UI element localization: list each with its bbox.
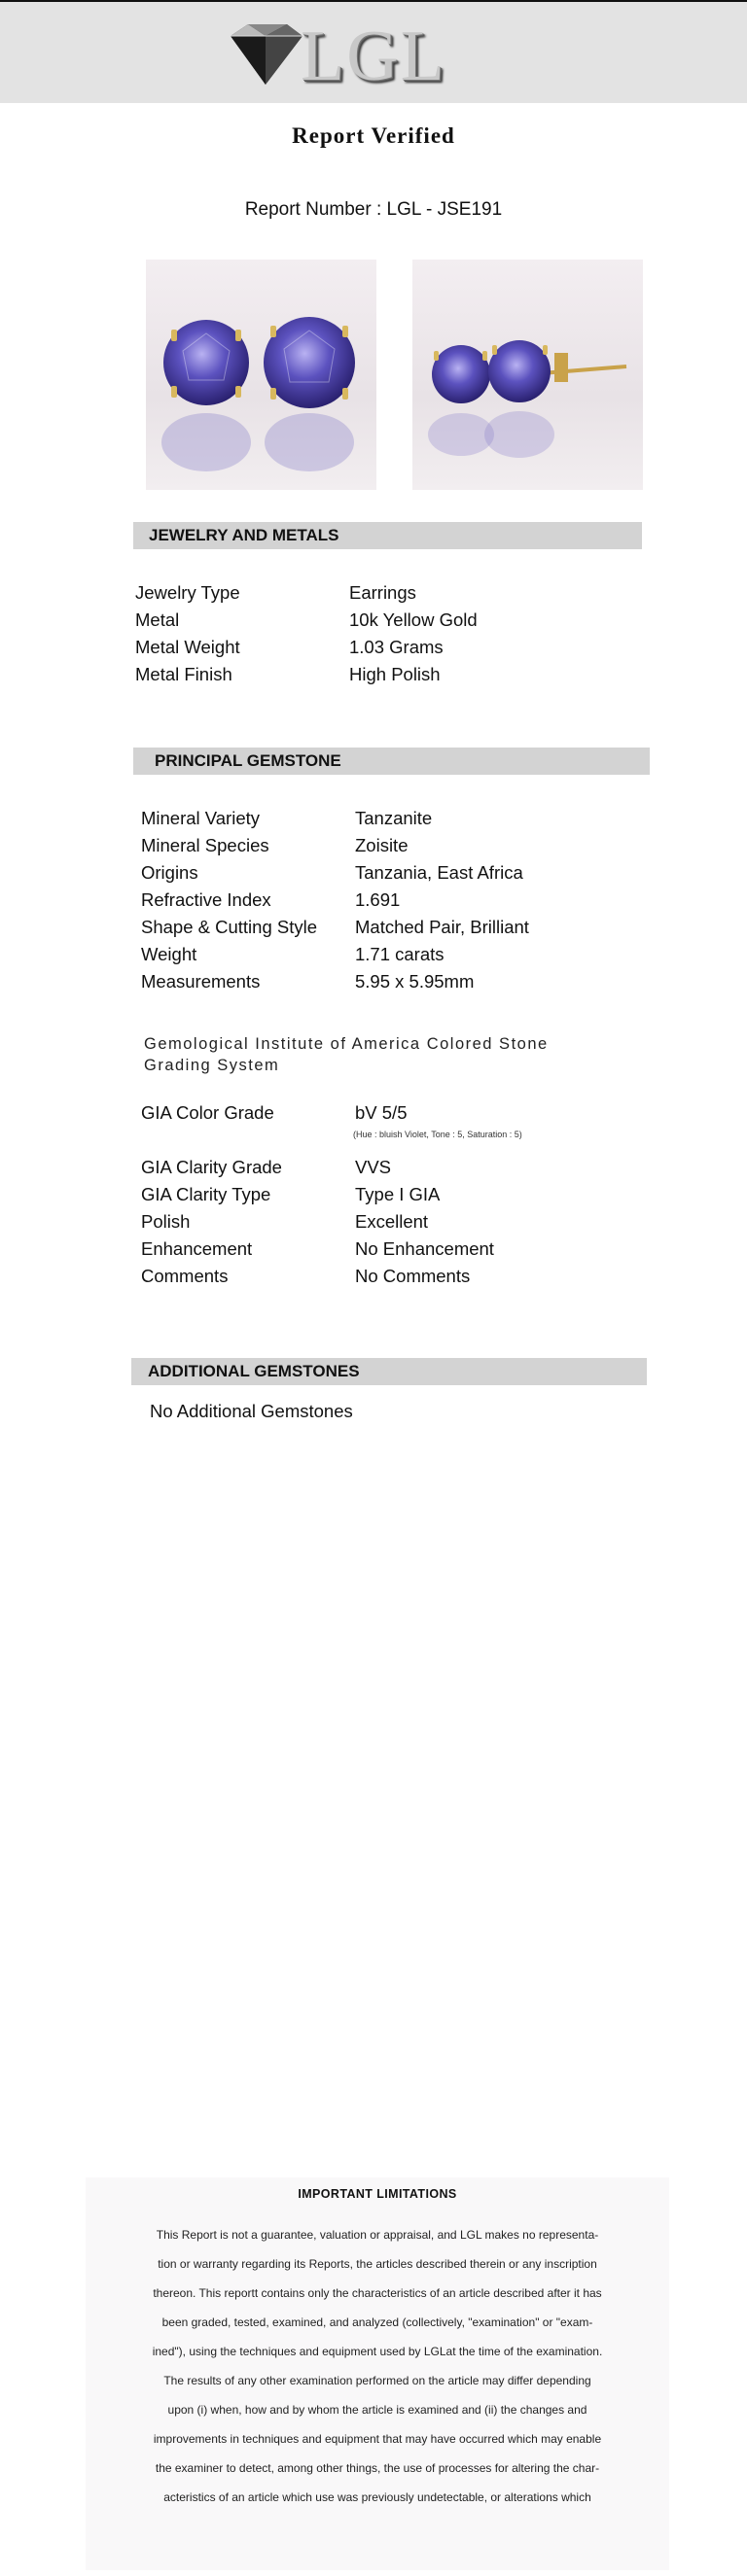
field-value: No Enhancement — [355, 1238, 494, 1259]
jewelry-metals-section-header: JEWELRY AND METALS — [133, 522, 642, 549]
field-label: GIA Color Grade — [141, 1102, 274, 1123]
earrings-photo-side — [412, 260, 643, 490]
field-label: Weight — [141, 944, 197, 964]
field-value: 5.95 x 5.95mm — [355, 971, 475, 992]
report-title: Report Verified — [292, 123, 455, 148]
report-number: Report Number : LGL - JSE191 — [244, 199, 503, 220]
field-value: Type I GIA — [355, 1184, 441, 1204]
earrings-side-image — [412, 260, 643, 490]
field-value: 10k Yellow Gold — [349, 609, 478, 630]
limitations-line: acteristics of an article which use was previously undetectable, or alterations which — [163, 2490, 591, 2504]
field-value: bV 5/5 — [355, 1102, 408, 1123]
field-value: 1.03 Grams — [349, 637, 444, 657]
field-label: Origins — [141, 862, 198, 883]
earrings-front-image — [146, 260, 376, 490]
field-label: Enhancement — [141, 1238, 253, 1259]
field-label: GIA Clarity Grade — [141, 1157, 282, 1177]
principal-gemstone-section-header: PRINCIPAL GEMSTONE — [133, 748, 650, 775]
field-value: Earrings — [349, 582, 416, 603]
important-limitations-panel — [86, 2177, 669, 2570]
limitations-line: tion or warranty regarding its Reports, the articles described therein or any inscription — [158, 2257, 597, 2271]
field-label: Shape & Cutting Style — [141, 917, 317, 937]
gia-grading-system-heading: Gemological Institute of America Colored Stone Grading System — [144, 1035, 549, 1074]
limitations-line: thereon. This reportt contains only the characteristics of an article described after it has — [153, 2286, 602, 2300]
limitations-line: ined"), using the techniques and equipment used by LGLat the time of the examination. — [152, 2345, 603, 2358]
field-label: Metal Weight — [135, 637, 240, 657]
logo-wordmark: LGL — [301, 17, 446, 96]
field-label: Metal — [135, 609, 180, 630]
earrings-photo-front — [146, 260, 376, 490]
hue-tone-saturation-note: (Hue : bluish Violet, Tone : 5, Saturation : 5) — [353, 1130, 522, 1139]
additional-gemstones-text: No Additional Gemstones — [150, 1401, 353, 1421]
field-value: Tanzanite — [355, 808, 433, 828]
field-value: 1.71 carats — [355, 944, 445, 964]
field-value: VVS — [355, 1157, 392, 1177]
additional-gemstones-section-header: ADDITIONAL GEMSTONES — [131, 1358, 647, 1385]
field-value: Zoisite — [355, 835, 409, 855]
lgl-logo[interactable] — [227, 17, 480, 94]
field-label: Jewelry Type — [135, 582, 240, 603]
field-label: Mineral Variety — [141, 808, 261, 828]
limitations-line: the examiner to detect, among other things, the use of processes for altering the char- — [155, 2461, 600, 2475]
field-label: Metal Finish — [135, 664, 232, 684]
limitations-line: This Report is not a guarantee, valuation or appraisal, and LGL makes no representa- — [156, 2228, 599, 2242]
field-value: Matched Pair, Brilliant — [355, 917, 529, 937]
field-label: Mineral Species — [141, 835, 269, 855]
field-value: Excellent — [355, 1211, 429, 1232]
limitations-title: IMPORTANT LIMITATIONS — [298, 2187, 457, 2201]
field-value: No Comments — [355, 1266, 471, 1286]
field-label: Comments — [141, 1266, 229, 1286]
field-label: Refractive Index — [141, 889, 271, 910]
field-value: 1.691 — [355, 889, 401, 910]
limitations-line: been graded, tested, examined, and analyzed (collectively, "examination" or "exam- — [161, 2315, 593, 2329]
diamond-logo-icon — [227, 22, 304, 87]
limitations-line: upon (i) when, how and by whom the article is examined and (ii) the changes and — [167, 2403, 587, 2417]
limitations-line: The results of any other examination performed on the article may differ depending — [163, 2374, 591, 2387]
site-header — [0, 2, 747, 103]
field-value: High Polish — [349, 664, 441, 684]
field-label: Measurements — [141, 971, 261, 992]
limitations-line: improvements in techniques and equipment that may have occurred which may enable — [153, 2432, 602, 2446]
field-label: Polish — [141, 1211, 191, 1232]
field-label: GIA Clarity Type — [141, 1184, 271, 1204]
field-value: Tanzania, East Africa — [355, 862, 523, 883]
